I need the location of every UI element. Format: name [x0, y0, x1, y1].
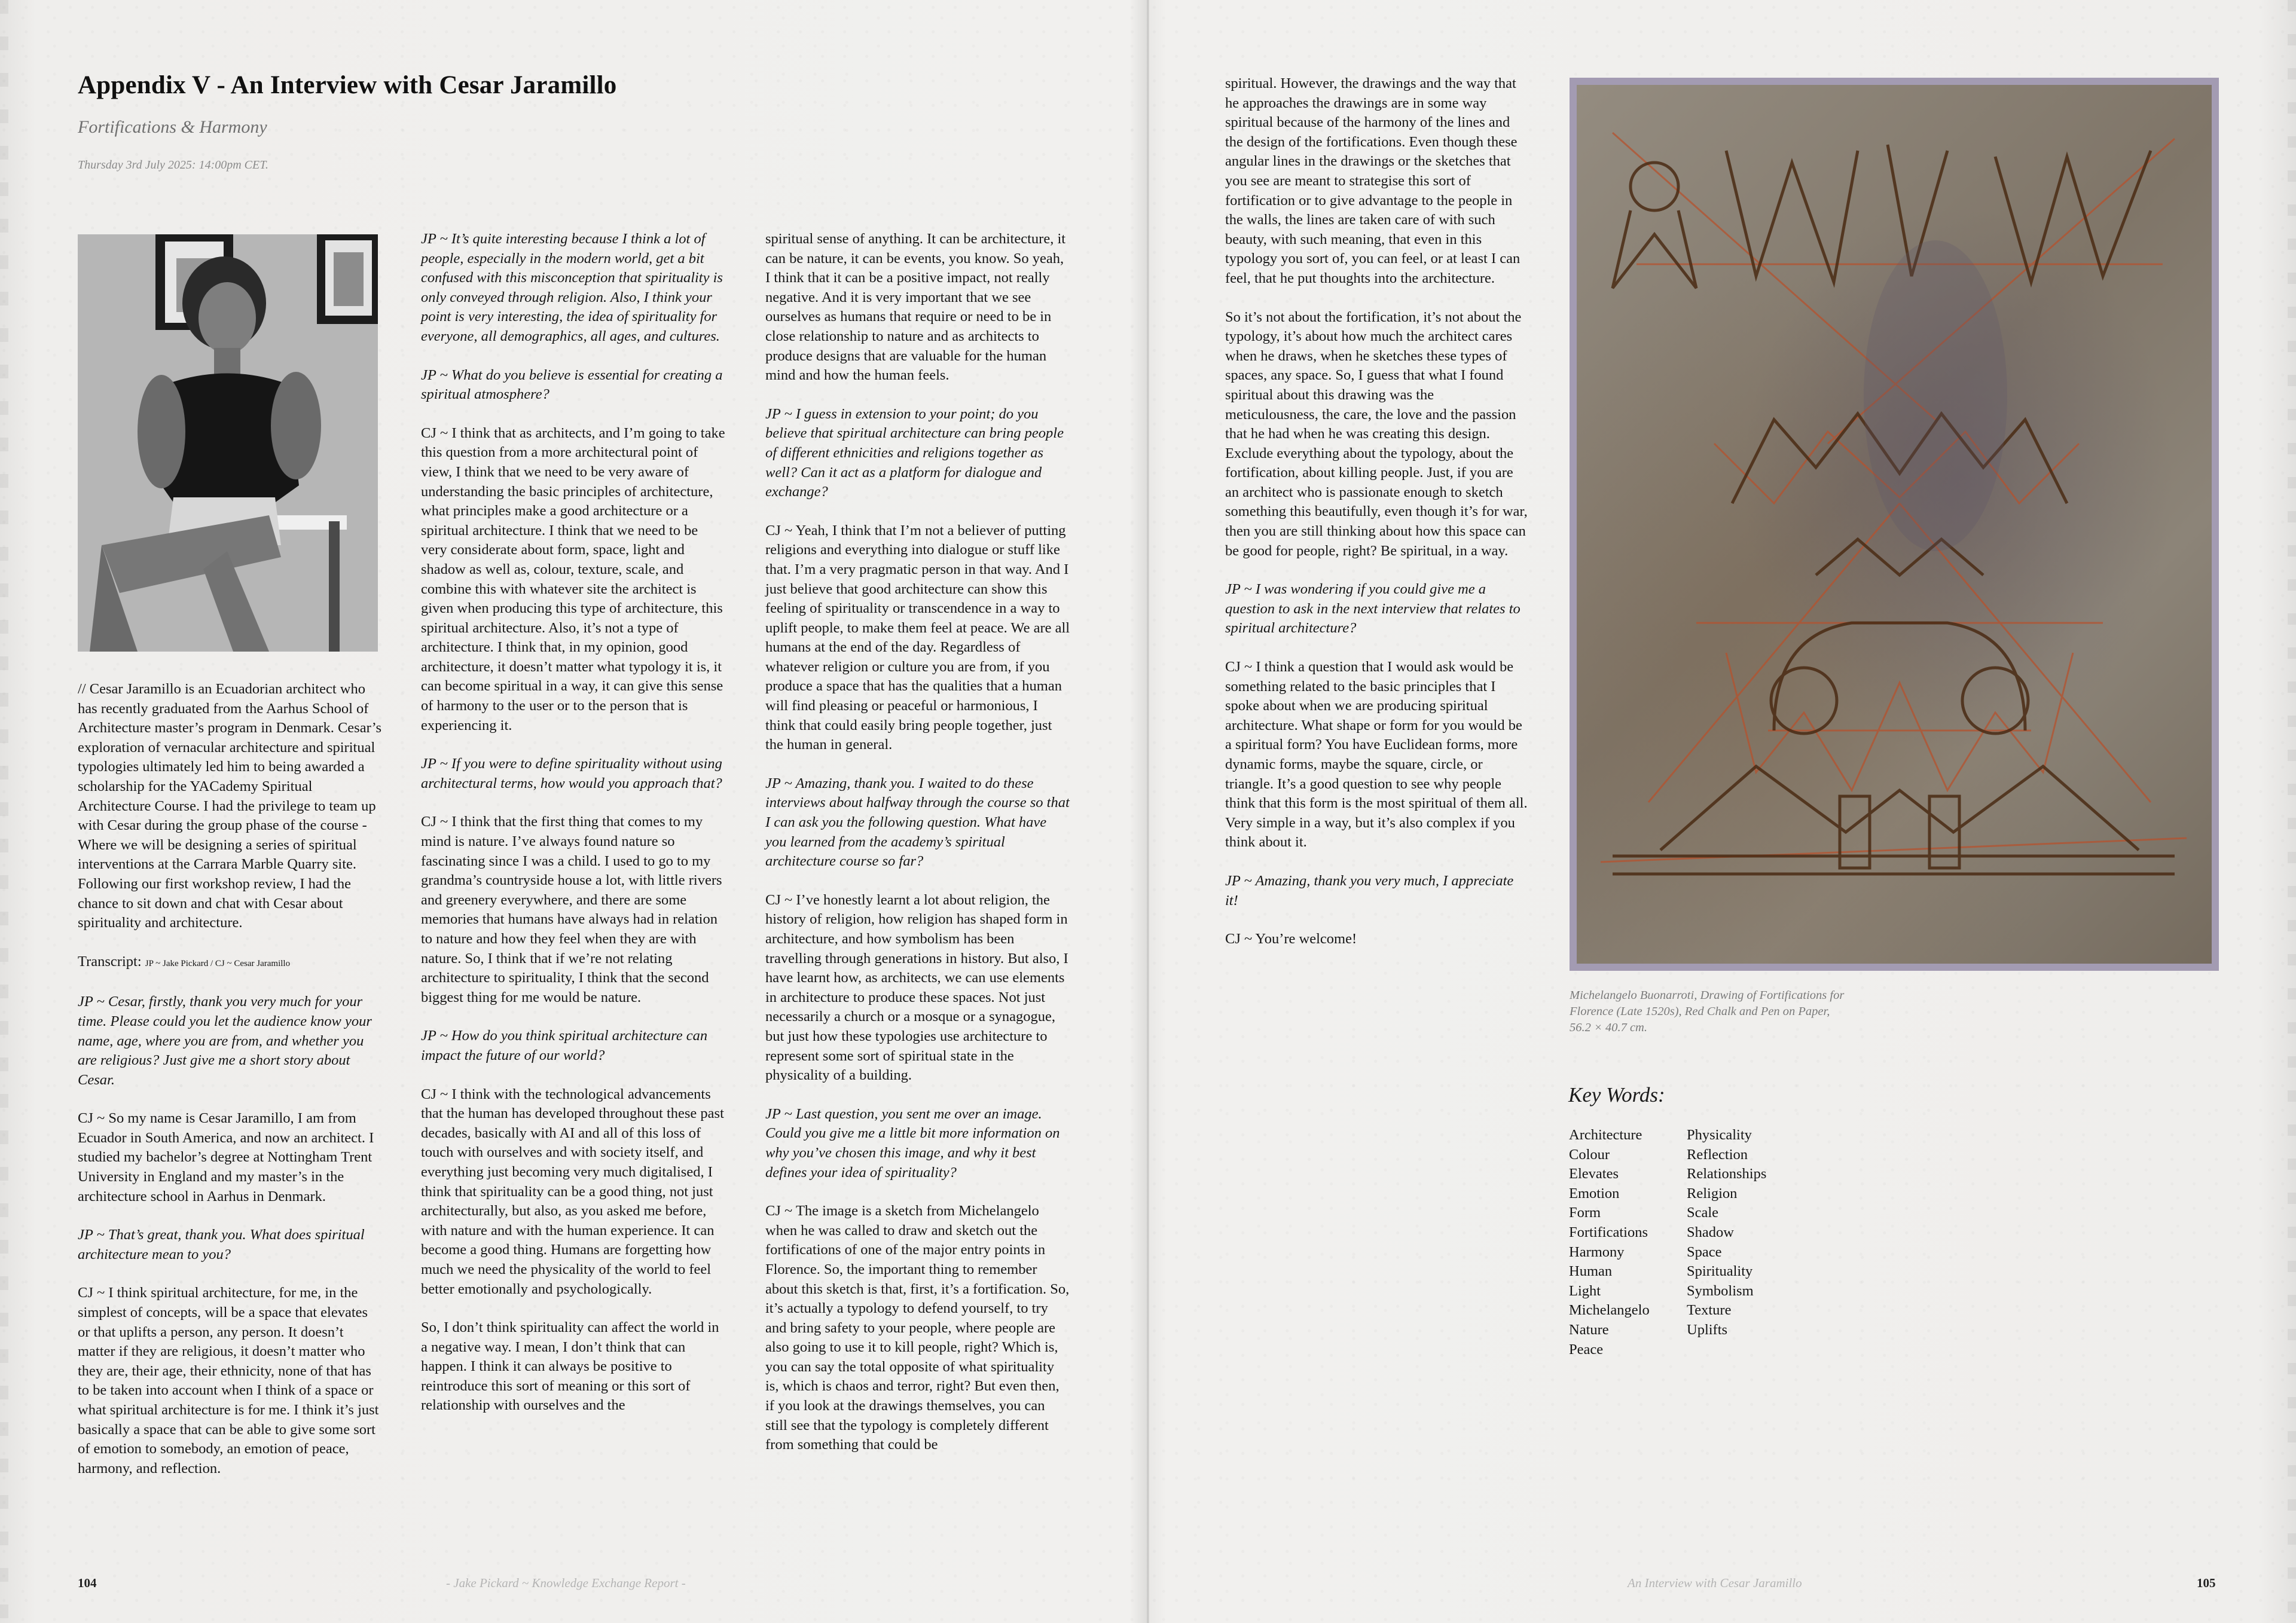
keyword: Light [1569, 1282, 1601, 1299]
answer-paragraph: CJ ~ Yeah, I think that I’m not a believer of putting religions and everything into dialogue or stuff like that. I’m a very pragmatic person in that way. And I just believe that good architecture can show this feeling of spirituality or transcendence in a way to uplift people, to make them feel at peace. We are all humans at the end of the day. Regardless of whatever religion or culture you are from, if you produce a space that has the qualities that a human will find pleasing or peaceful or harmonious, I think that could easily bring people together, just the human in general. [765, 522, 1070, 753]
answer-paragraph: CJ ~ I think spiritual architecture, for me, in the simplest of concepts, will be a space that elevates or that uplifts a person, any person. It doesn’t matter if they are religious, it doesn’t matter who they are, their age, their ethnicity, none of that has to be taken into account when I think of a space or what spiritual architecture is for me. I think it’s just basically a space that can be able to give some sort of emotion to somebody, an emotion of peace, harmony, and reflection. [78, 1285, 379, 1477]
keyword: Architecture [1569, 1127, 1642, 1143]
answer-paragraph: CJ ~ So my name is Cesar Jaramillo, I am from Ecuador in South America, and now an architect. I studied my bachelor’s degree at Nottingham Trent University in England and my master’s in the architecture school in Aarhus in Denmark. [78, 1110, 374, 1205]
keyword: Nature [1569, 1321, 1609, 1338]
keyword: Relationships [1687, 1166, 1767, 1182]
running-head-right: An Interview with Cesar Jaramillo [1628, 1576, 1802, 1590]
keyword: Michelangelo [1569, 1302, 1650, 1319]
answer-paragraph: CJ ~ I think a question that I would ask would be something related to the basic principles that I spoke about when we are producing spiritual architecture. What shape or form for you would be a spiritual form? You have Euclidean forms, more dynamic forms, maybe the square, circle, or triangle. It’s a good question to see why people think that this form is the most spiritual of them all. Very simple in a way, but it’s also complex if you think about it. [1225, 659, 1528, 851]
running-head-left: - Jake Pickard ~ Knowledge Exchange Report - [446, 1576, 686, 1590]
keyword: Harmony [1569, 1243, 1625, 1260]
torn-edge-left [0, 0, 8, 1623]
answer-paragraph: CJ ~ The image is a sketch from Michelangelo when he was called to draw and sketch out the fortifications of one of the major entry points in Florence. So, the important thing to remember about this sketch is that, first, it’s a fortification. So, it’s actually a typology to defend yourself, to try and bring safety to your people, where people are also going to use it to kill people, right? Which is, you can say the total opposite of what spirituality is, which is chaos and terror, right? But even then, if you look at the drawings themselves, you can still see that the typology is completely different from something that could be [765, 1203, 1070, 1453]
keyword: Shadow [1687, 1224, 1734, 1240]
question-paragraph: JP ~ How do you think spiritual architecture can impact the future of our world? [421, 1028, 708, 1063]
question-paragraph: JP ~ It’s quite interesting because I think a lot of people, especially in the modern world, get a bit confused with this misconception that spirituality is only conveyed through religion. Also, I think your point is very interesting, the idea of spirituality for everyone, all demographics, all ages, and cultures. [421, 231, 723, 344]
answer-paragraph: spiritual sense of anything. It can be architecture, it can be nature, it can be events, you know. So yeah, I think that it can be a positive impact, not really negative. And it is very important that we see ourselves as humans that require or need to be in close relationship to nature and as architects to produce designs that are valuable for the human mind and how the human feels. [765, 231, 1066, 384]
answer-paragraph: CJ ~ You’re welcome! [1225, 931, 1357, 947]
answer-paragraph: CJ ~ I think with the technological advancements that the human has developed throughout these past decades, basically with AI and all of this loss of touch with ourselves and with society itself, and everything just becoming very much digitalised, I think that spirituality can be a good thing, not just architecturally, but also, as you asked me before, with nature and with the human experience. It can become a good thing. Humans are forgetting how much we need the physicality of the world to feel better emotionally and psychologically. [421, 1086, 724, 1297]
keyword: Fortifications [1569, 1224, 1648, 1240]
keyword: Elevates [1569, 1166, 1619, 1182]
interview-dateline: Thursday 3rd July 2025: 14:00pm CET. [78, 158, 268, 172]
portrait-illustration [78, 234, 378, 652]
keyword: Form [1569, 1205, 1601, 1221]
keyword: Peace [1569, 1341, 1604, 1358]
question-paragraph: JP ~ Amazing, thank you very much, I appreciate it! [1225, 872, 1514, 909]
keyword: Reflection [1687, 1146, 1748, 1163]
question-paragraph: JP ~ Cesar, firstly, thank you very much for your time. Please could you let the audience know your name, age, where you are from, and whether you are religious? Just give me a short story about Cesar. [78, 994, 372, 1088]
answer-paragraph: So it’s not about the fortification, it’s not about the typology, it’s about how much the architect cares when he draws, when he sketches these types of spaces, any space. So, I guess that what I found spiritual about this drawing was the meticulousness, the care, the love and the passion that he had when he was creating this design. Exclude everything about the typology, about the fortification, about killing people. Just, if you are an architect who is passionate enough to sketch something this beautifully, even though it’s for war, then you are still thinking about how this space can be good for people, right? Be spiritual, in a way. [1225, 308, 1528, 559]
question-paragraph: JP ~ That’s great, thank you. What does spiritual architecture mean to you? [78, 1227, 365, 1263]
interview-column-3 [765, 230, 1070, 1474]
keyword: Symbolism [1687, 1282, 1754, 1299]
transcript-line [78, 952, 383, 974]
intro-column [78, 680, 383, 1497]
interview-column-2 [421, 230, 726, 1435]
page-subtitle: Fortifications & Harmony [78, 117, 267, 137]
keyword: Physicality [1687, 1127, 1752, 1143]
question-paragraph: JP ~ What do you believe is essential for creating a spiritual atmosphere? [421, 366, 723, 403]
portrait-photo [78, 234, 378, 652]
page-number-left: 104 [78, 1576, 97, 1590]
keyword: Human [1569, 1263, 1613, 1280]
answer-paragraph: CJ ~ I’ve honestly learnt a lot about religion, the history of religion, how religion has shaped form in architecture, and how symbolism has been travelling through generations in history. But also, I have learnt how, as architects, we can use elements in architecture to produce these spaces. Not just necessarily a church or a mosque or a synagogue, but just how these typologies use architecture to represent some sort of spiritual state in the physicality of a building. [765, 891, 1068, 1084]
question-paragraph: JP ~ I guess in extension to your point; do you believe that spiritual architecture can bring people of different ethnicities and religions together as well? Can it act as a platform for dialogue and exchange? [765, 405, 1064, 500]
transcript-key: JP ~ Jake Pickard / CJ ~ Cesar Jaramillo [145, 958, 291, 968]
page-title: Appendix V - An Interview with Cesar Jaramillo [78, 71, 617, 99]
question-paragraph: JP ~ Last question, you sent me over an image. Could you give me a little bit more information on why you’ve chosen this image, and why it best defines your idea of spirituality? [765, 1105, 1060, 1181]
keyword: Space [1687, 1243, 1722, 1260]
transcript-label: Transcript: [78, 953, 142, 970]
keywords-list-2 [1687, 1126, 1766, 1340]
page-number-right: 105 [2197, 1576, 2216, 1590]
artwork-caption: Michelangelo Buonarroti, Drawing of Fortifications for Florence (Late 1520s), Red Chalk and Pen on Paper, 56.2 × 40.7 cm. [1570, 989, 1845, 1034]
answer-paragraph: So, I don’t think spirituality can affect the world in a negative way. I mean, I don’t think that can happen. I think it can always be positive to reintroduce this sort of meaning or this sort of relationship with ourselves and the [421, 1319, 719, 1414]
torn-edge-right [2288, 0, 2296, 1623]
keyword: Texture [1687, 1302, 1732, 1319]
question-paragraph: JP ~ Amazing, thank you. I waited to do these interviews about halfway through the course so that I can ask you the following question. What have you learned from the academy’s spiritual architecture course so far? [765, 775, 1070, 870]
keywords-list-1 [1569, 1126, 1650, 1359]
keyword: Spirituality [1687, 1263, 1753, 1280]
page-gutter [1147, 0, 1149, 1623]
fortification-sketch [1577, 85, 2212, 964]
keyword: Emotion [1569, 1185, 1620, 1202]
keyword: Religion [1687, 1185, 1738, 1202]
question-paragraph: JP ~ I was wondering if you could give me a question to ask in the next interview that relates to spiritual architecture? [1225, 581, 1521, 637]
question-paragraph: JP ~ If you were to define spirituality without using architectural terms, how would you approach that? [421, 756, 722, 791]
intro-paragraph: // Cesar Jaramillo is an Ecuadorian architect who has recently graduated from the Aarhus School of Architecture master’s program in Denmark. Cesar’s exploration of vernacular architecture and spiritual typologies ultimately led him to being awarded a scholarship for the YACademy Spiritual Architecture Course. I had the privilege to team up with Cesar during the group phase of the course - Where we will be designing a series of spiritual interventions at the Carrara Marble Quarry site. Following our first workshop review, I had the chance to sit down and chat with Cesar about spirituality and architecture. [78, 681, 381, 931]
answer-paragraph: CJ ~ I think that the first thing that comes to my mind is nature. I’ve always found nature so fascinating since I was a child. I used to go to my grandma’s countryside house a lot, with little rivers and greenery everywhere, and there are some memories that humans have always had in relation to nature and how they feel when they are with nature. So, I think that if we’re not relating architecture to spirituality, I think that the second biggest thing for me would be nature. [421, 814, 722, 1005]
answer-paragraph: spiritual. However, the drawings and the way that he approaches the drawings are in some way spiritual because of the harmony of the lines and the design of the fortifications. Even though these angular lines in the drawings or the sketches that you see are meant to strategise this sort of fortification or to give advantage to the people in the walls, the lines are taken care of with such beauty, with such meaning, that even in this typology you sort of, you can feel, or at least I can feel, that he put thoughts into the architecture. [1225, 75, 1521, 286]
interview-column-4 [1225, 74, 1530, 968]
keyword: Colour [1569, 1146, 1610, 1163]
michelangelo-drawing [1570, 78, 2219, 971]
answer-paragraph: CJ ~ I think that as architects, and I’m going to take this question from a more architectural point of view, I think that we need to be very aware of understanding the basic principles of architecture, what principles make a good architecture or a spiritual architecture. I think that we need to be very considerate about form, space, light and shadow as well as, colour, texture, scale, and combine this with whatever site the architect is given when producing this type of architecture, this spiritual architecture. Also, it’s not a type of architecture. I think that, in my opinion, good architecture, it doesn’t matter what typology it is, it can become spiritual in a way, it can give this sense of harmony to the user or to the person that is experiencing it. [421, 424, 725, 733]
drawing-paper [1577, 85, 2212, 964]
keyword: Uplifts [1687, 1321, 1728, 1338]
keywords-title: Key Words: [1568, 1083, 1665, 1107]
keyword: Scale [1687, 1205, 1719, 1221]
